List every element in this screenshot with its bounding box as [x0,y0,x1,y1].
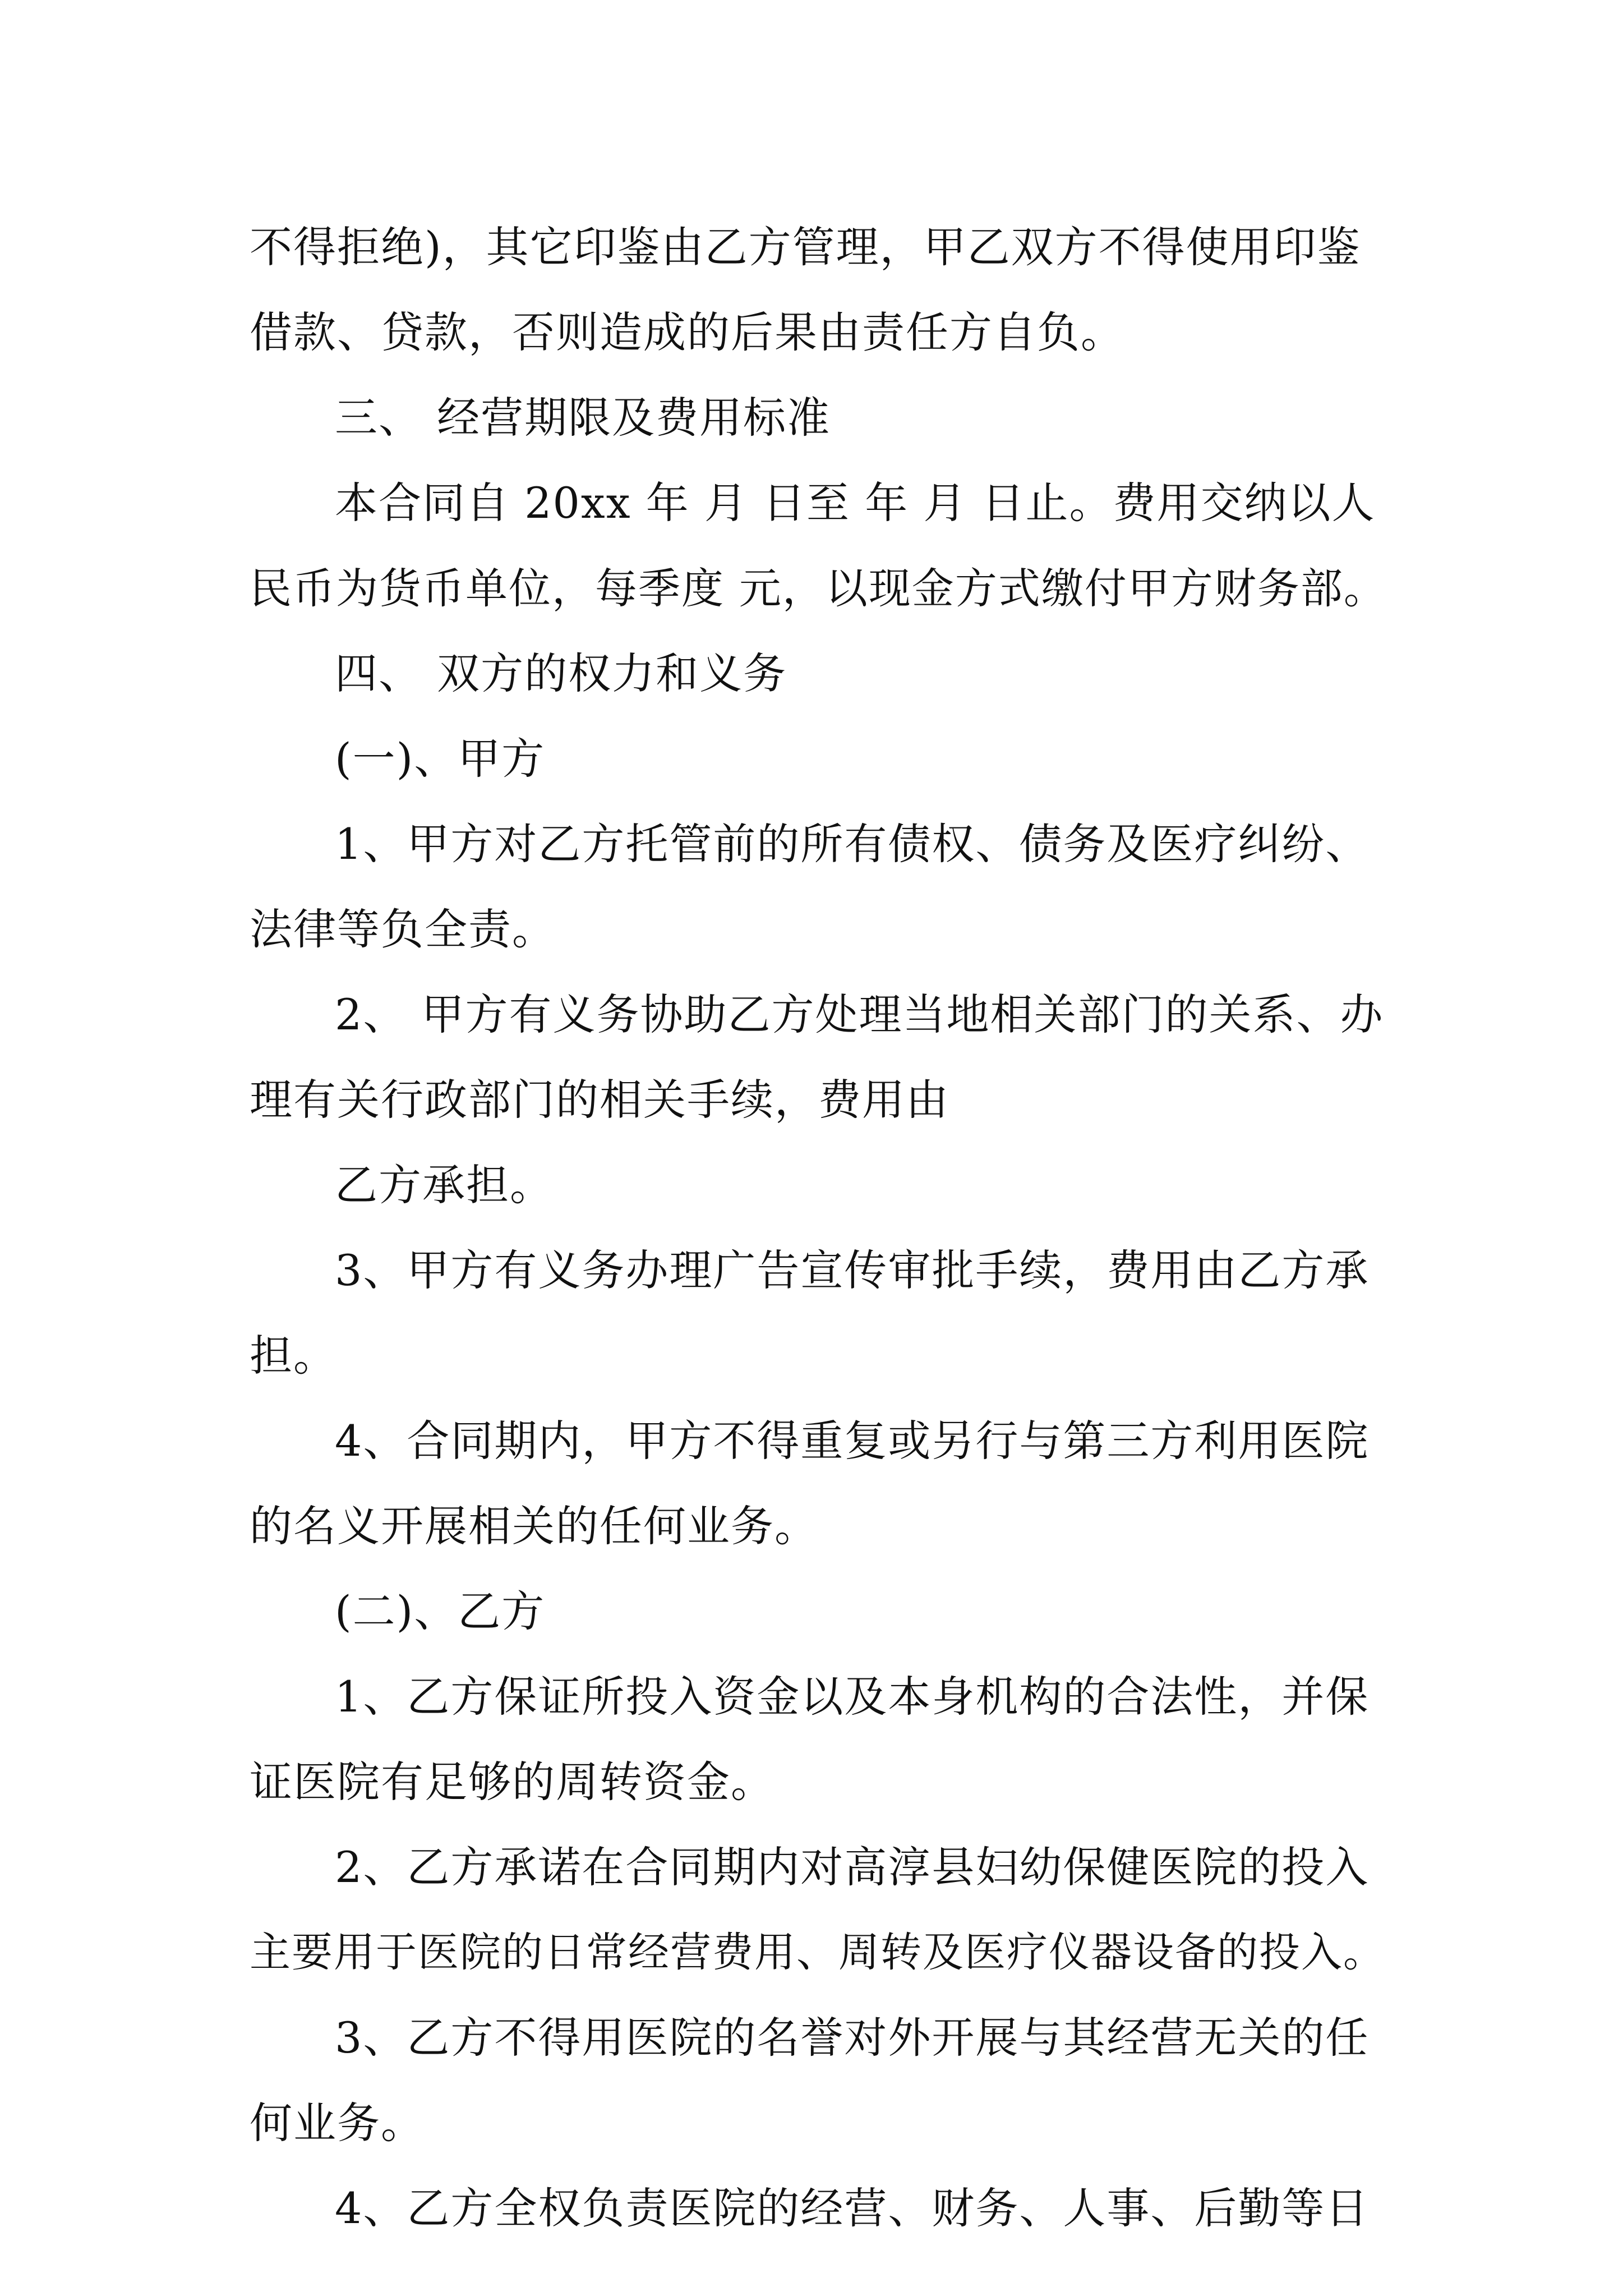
text-line: 2、乙方承诺在合同期内对高淳县妇幼保健医院的投入 [335,1842,1370,1892]
text-line: 乙方承担。 [335,1160,554,1210]
text-line: 担。 [250,1331,337,1381]
text-line: 1、乙方保证所投入资金以及本身机构的合法性，并保 [335,1672,1370,1722]
text-line: 主要用于医院的日常经营费用、周转及医疗仪器设备的投入。 [250,1929,1385,1976]
text-line: 1、甲方对乙方托管前的所有债权、债务及医疗纠纷、 [335,819,1370,869]
text-line: 证医院有足够的周转资金。 [250,1757,774,1807]
text-line: 借款、贷款，否则造成的后果由责任方自负。 [250,307,1124,357]
text-line: 4、乙方全权负责医院的经营、财务、人事、后勤等日 [335,2183,1370,2233]
text-line: (二)、乙方 [335,1586,546,1636]
text-line: 理有关行政部门的相关手续，费用由 [250,1075,949,1125]
text-line: 不得拒绝)，其它印鉴由乙方管理，甲乙双方不得使用印鉴 [250,222,1361,272]
text-line: 三、 经营期限及费用标准 [335,393,831,443]
text-line: (一)、甲方 [335,734,546,784]
text-line: 4、合同期内，甲方不得重复或另行与第三方利用医院 [335,1416,1370,1466]
text-line: 法律等负全责。 [250,904,556,954]
text-line: 3、乙方不得用医院的名誉对外开展与其经营无关的任 [335,2013,1370,2063]
text-line: 四、 双方的权力和义务 [335,648,787,698]
text-line: 3、甲方有义务办理广告宣传审批手续，费用由乙方承 [335,1245,1370,1295]
text-line: 2、 甲方有义务协助乙方处理当地相关部门的关系、办 [335,990,1384,1039]
text-line: 本合同自 20xx 年 月 日至 年 月 日止。费用交纳以人 [335,478,1376,528]
text-line: 的名义开展相关的任何业务。 [250,1501,818,1551]
document-body [250,205,1388,2251]
text-line: 民币为货币单位，每季度 元，以现金方式缴付甲方财务部。 [250,564,1387,613]
text-line: 何业务。 [250,2098,425,2148]
